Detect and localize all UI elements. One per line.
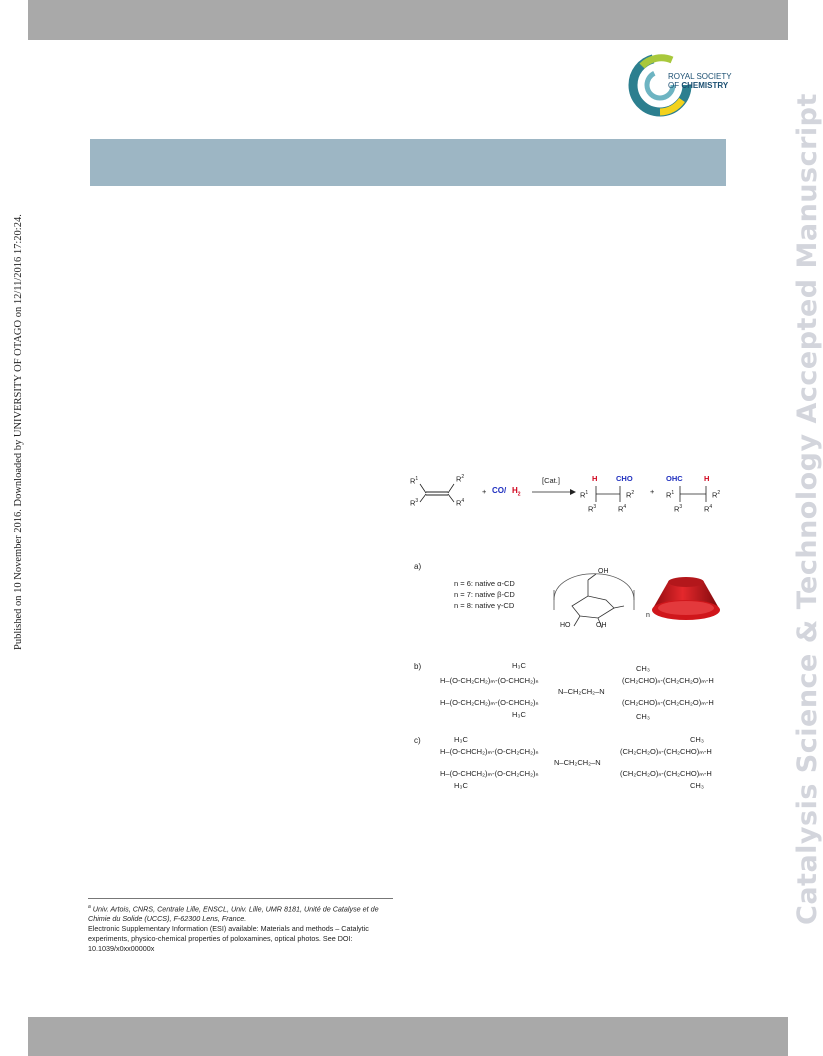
- product1-r1: $R^1$: [580, 490, 589, 500]
- c-ch3-top-left: H₃C: [454, 735, 468, 744]
- product2-r1: $R^1$: [666, 490, 675, 500]
- product1-r4: $R^4$: [618, 504, 627, 514]
- r1-label: $R^1$: [410, 476, 419, 486]
- c-line1-right: (CH₂CH₂O)ₙ-(CH₂CHO)ₘ-H: [620, 747, 712, 756]
- c-ch3-top-right: CH₃: [690, 735, 704, 744]
- cd-gamma: n = 8: native γ-CD: [454, 601, 515, 610]
- product1-r2: $R^2$: [626, 490, 635, 500]
- r3-label: $R^3$: [410, 498, 419, 508]
- cyclodextrin-torus: [646, 570, 726, 626]
- h2-label: $H_2$: [512, 486, 521, 498]
- poloxamine-structure-c: [414, 734, 744, 794]
- cd-list: [454, 578, 515, 611]
- catalyst-label: [Cat.]: [542, 476, 560, 485]
- product2-h: H: [704, 474, 710, 483]
- c-middle: N–CH₂CH₂–N: [554, 758, 601, 767]
- journal-watermark: Catalysis Science & Technology Accepted Manuscript: [792, 93, 823, 925]
- b-ch3-top-left: H₃C: [512, 661, 526, 670]
- hydroformylation-scheme: [410, 470, 740, 520]
- b-line2-right: (CH₂CHO)ₙ-(CH₂CH₂O)ₘ-H: [622, 698, 714, 707]
- header-bar: [28, 0, 788, 40]
- publisher-name: ROYAL SOCIETY OF CHEMISTRY: [668, 72, 732, 90]
- footer-bar: [28, 1017, 788, 1056]
- b-ch3-bottom-right: CH₃: [636, 712, 650, 721]
- r2-label: $R^2$: [456, 474, 465, 484]
- b-ch3-bottom-left: H₃C: [512, 710, 526, 719]
- b-line1-left: H–(O-CH₂CH₂)ₘ-(O-CHCH₂)ₙ: [440, 676, 539, 685]
- plus-sign-2: +: [650, 487, 655, 496]
- esi-footnote: Electronic Supplementary Information (ESI) available: Materials and methods – Catalytic experiments, physico-chemical properties of poloxamines, optical photos. See DOI: 10.1039/x0xx00000x: [88, 924, 369, 953]
- b-line2-left: H–(O-CH₂CH₂)ₘ-(O-CHCH₂)ₙ: [440, 698, 539, 707]
- c-line2-right: (CH₂CH₂O)ₙ-(CH₂CHO)ₘ-H: [620, 769, 712, 778]
- r4-label: $R^4$: [456, 498, 465, 508]
- co-label: CO/: [492, 486, 507, 495]
- cd-beta: n = 7: native β-CD: [454, 590, 515, 599]
- affiliation-mark: a: [88, 904, 91, 910]
- cd-n-subscript: n: [646, 612, 650, 619]
- cd-oh-right: OH: [596, 622, 607, 629]
- plus-sign: +: [482, 487, 487, 496]
- c-ch3-bottom-right: CH₃: [690, 781, 704, 790]
- product1-r3: $R^3$: [588, 504, 597, 514]
- glucose-unit-structure: [544, 560, 644, 638]
- figure-a-label: a): [414, 562, 422, 571]
- cyclodextrin-figure: [414, 560, 744, 640]
- product1-h: H: [592, 474, 598, 483]
- c-line2-left: H–(O-CHCH₂)ₘ-(O-CH₂CH₂)ₙ: [440, 769, 539, 778]
- product2-r3: $R^3$: [674, 504, 683, 514]
- product2-r2: $R^2$: [712, 490, 721, 500]
- b-ch3-top-right: CH₃: [636, 664, 650, 673]
- product2-r4: $R^4$: [704, 504, 713, 514]
- c-ch3-bottom-left: H₃C: [454, 781, 468, 790]
- c-line1-left: H–(O-CHCH₂)ₘ-(O-CH₂CH₂)ₙ: [440, 747, 539, 756]
- b-line1-right: (CH₂CHO)ₙ-(CH₂CH₂O)ₘ-H: [622, 676, 714, 685]
- figure-b-label: b): [414, 662, 422, 671]
- b-middle: N–CH₂CH₂–N: [558, 687, 605, 696]
- cd-ho: HO: [560, 622, 571, 629]
- cd-oh-top: OH: [598, 568, 609, 575]
- figure-c-label: c): [414, 736, 421, 745]
- published-note: Published on 10 November 2016. Downloaded by UNIVERSITY OF OTAGO on 12/11/2016 17:20:24.: [13, 214, 24, 650]
- affiliation-text: Univ. Artois, CNRS, Centrale Lille, ENSCL, Univ. Lille, UMR 8181, Unité de Catalyse et de Chimie du Solide (UCCS), F-62300 Lens, France.: [88, 904, 379, 924]
- title-band: [90, 139, 726, 186]
- poloxamine-structure-b: [414, 660, 744, 720]
- footnote-rule: [88, 898, 393, 899]
- product2-ohc: OHC: [666, 474, 683, 483]
- product1-cho: CHO: [616, 474, 633, 483]
- affiliation-footnote: [88, 902, 393, 924]
- cd-alpha: n = 6: native α-CD: [454, 579, 515, 588]
